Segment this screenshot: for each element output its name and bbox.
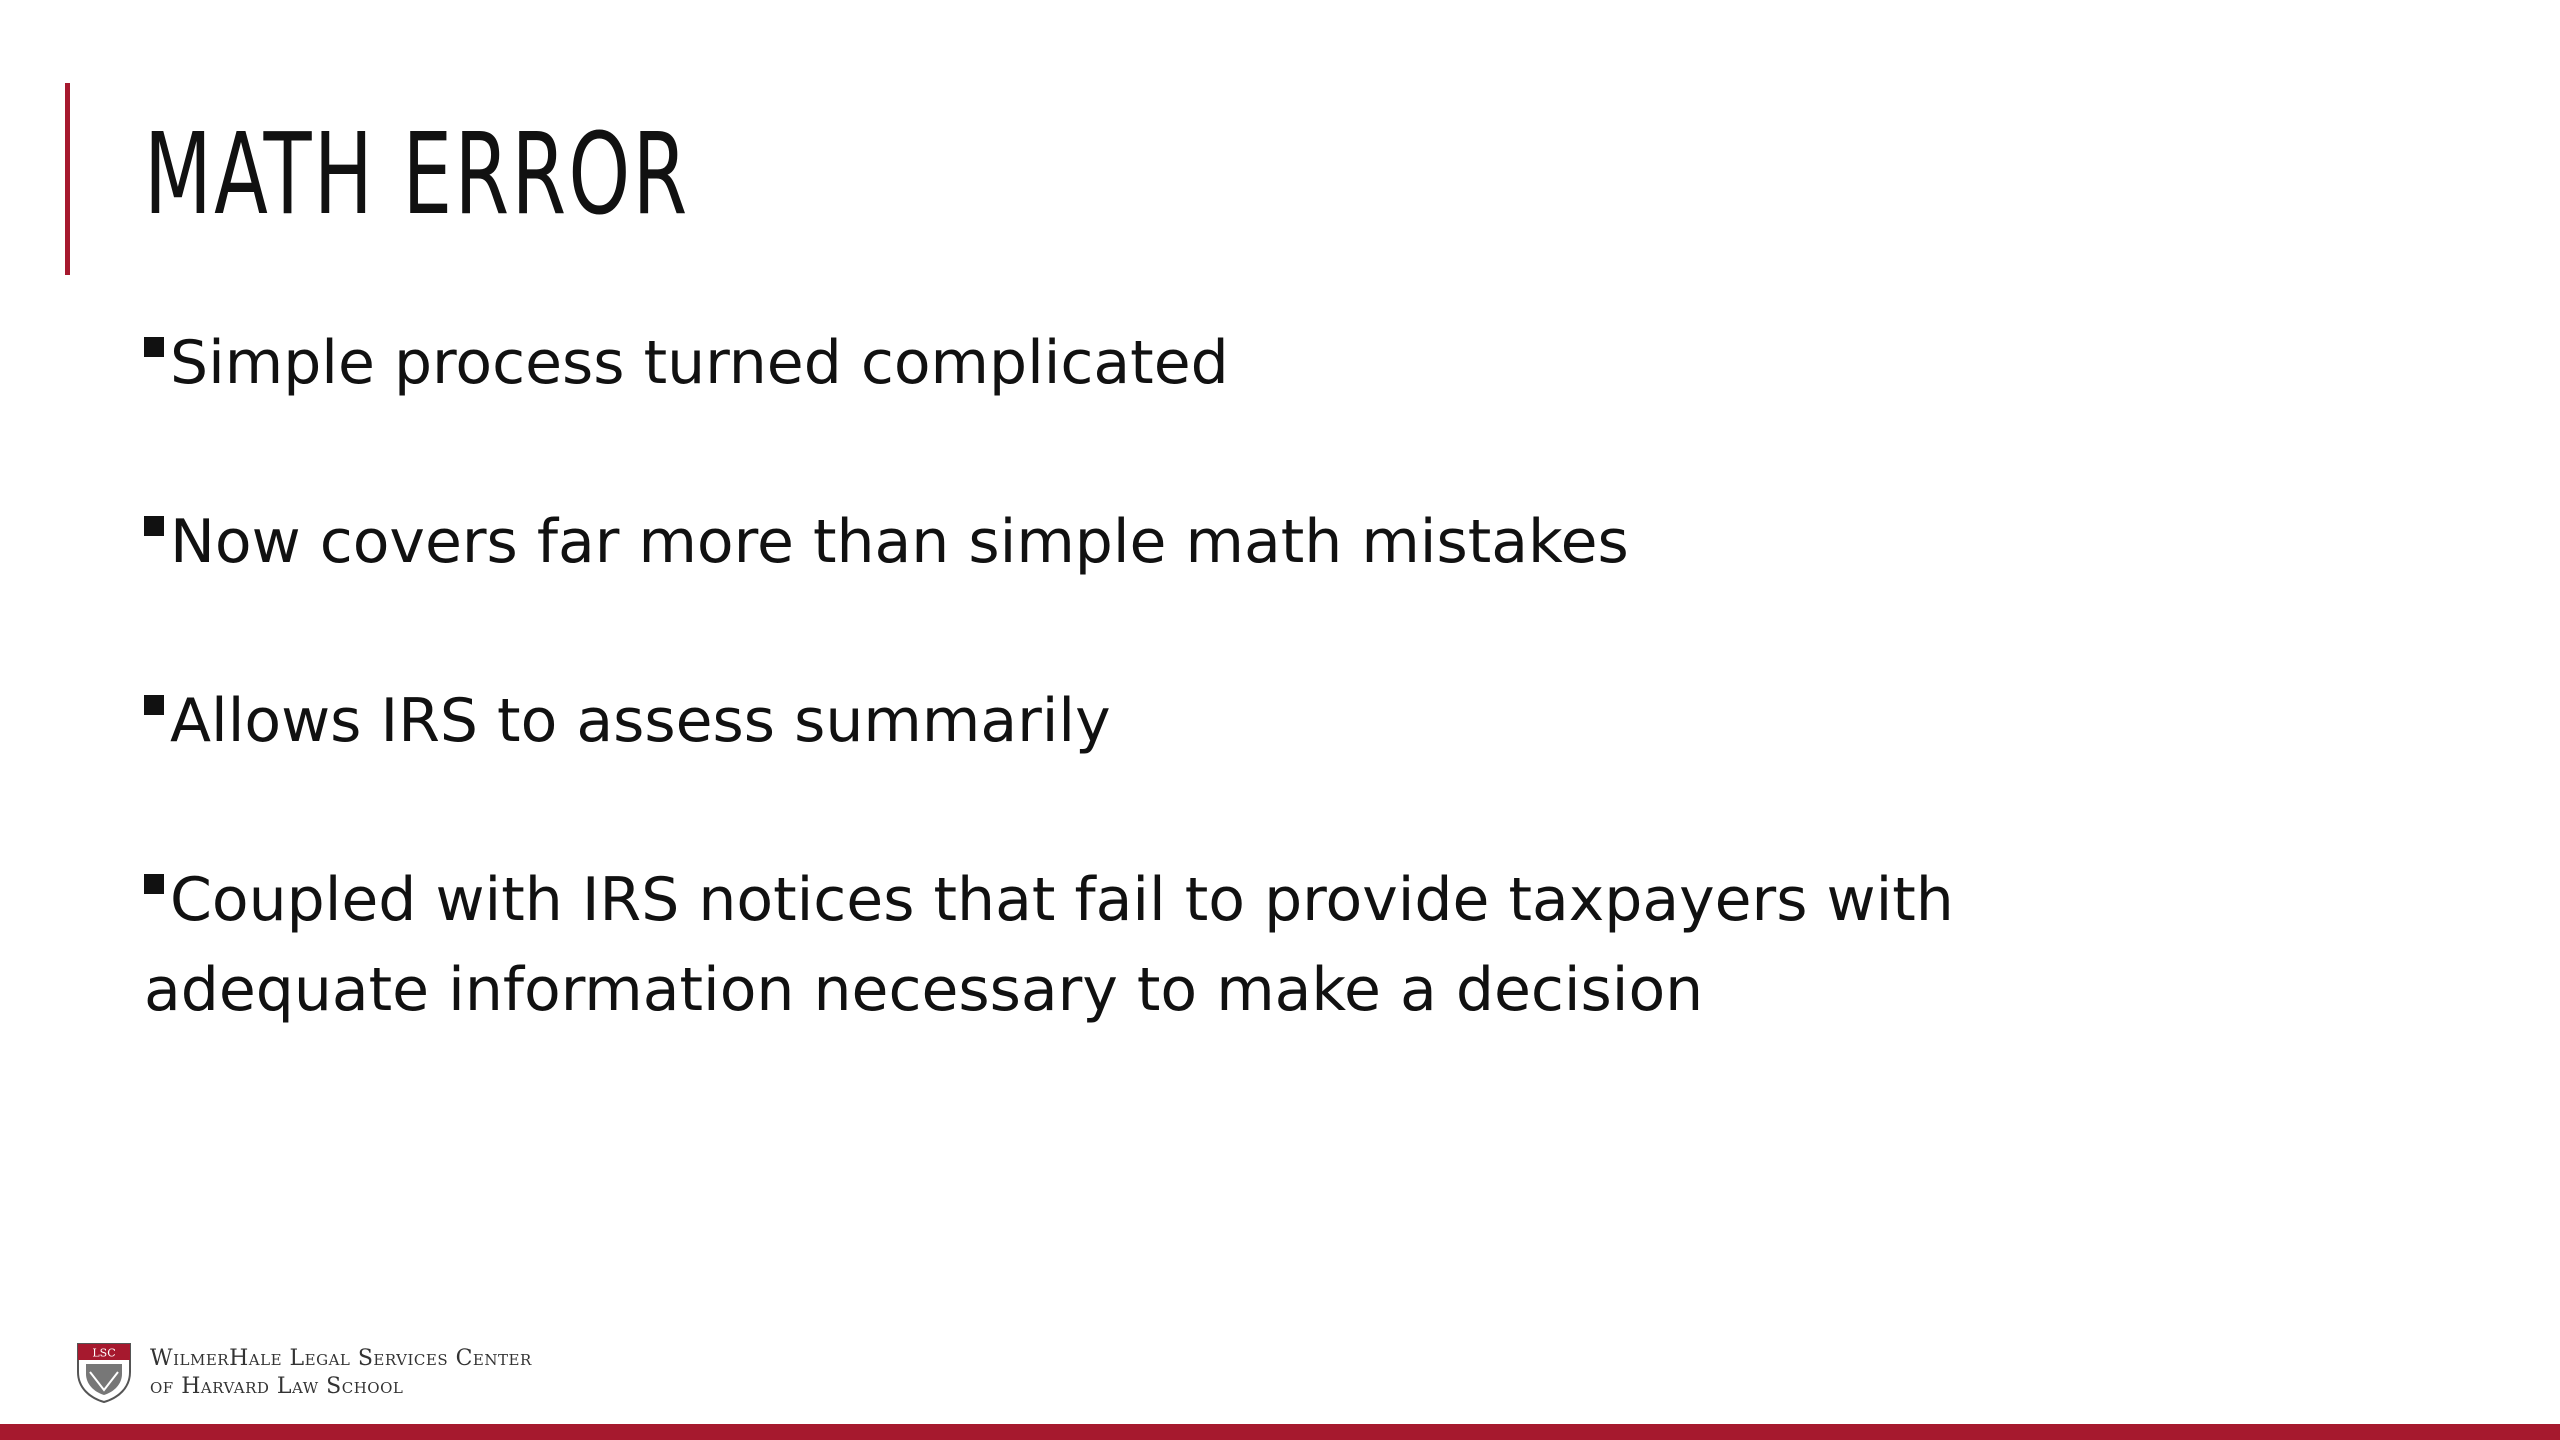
square-bullet-icon — [144, 874, 164, 894]
bullet-item — [144, 855, 2044, 1035]
bullet-text: Simple process turned complicated — [170, 328, 1229, 398]
bullet-item — [144, 318, 2044, 408]
shield-logo-icon — [76, 1342, 132, 1404]
footer-accent-bar — [0, 1424, 2560, 1440]
logo-line-2: of Harvard Law School — [150, 1374, 404, 1399]
square-bullet-icon — [144, 337, 164, 357]
logo-line-1: WilmerHale Legal Services Center — [150, 1346, 532, 1371]
bullet-list — [144, 318, 2044, 1124]
logo-text — [150, 1345, 532, 1401]
slide-title: MATH ERROR — [144, 110, 690, 240]
bullet-item — [144, 497, 2044, 587]
bullet-text: Coupled with IRS notices that fail to provide taxpayers with adequate information necessary to make a decision — [144, 865, 1954, 1025]
bullet-text: Allows IRS to assess summarily — [170, 686, 1111, 756]
square-bullet-icon — [144, 516, 164, 536]
logo-badge-text: LSC — [92, 1346, 116, 1360]
footer-logo — [76, 1342, 532, 1404]
bullet-text: Now covers far more than simple math mistakes — [170, 507, 1629, 577]
square-bullet-icon — [144, 695, 164, 715]
title-accent-bar — [65, 83, 70, 275]
bullet-item — [144, 676, 2044, 766]
